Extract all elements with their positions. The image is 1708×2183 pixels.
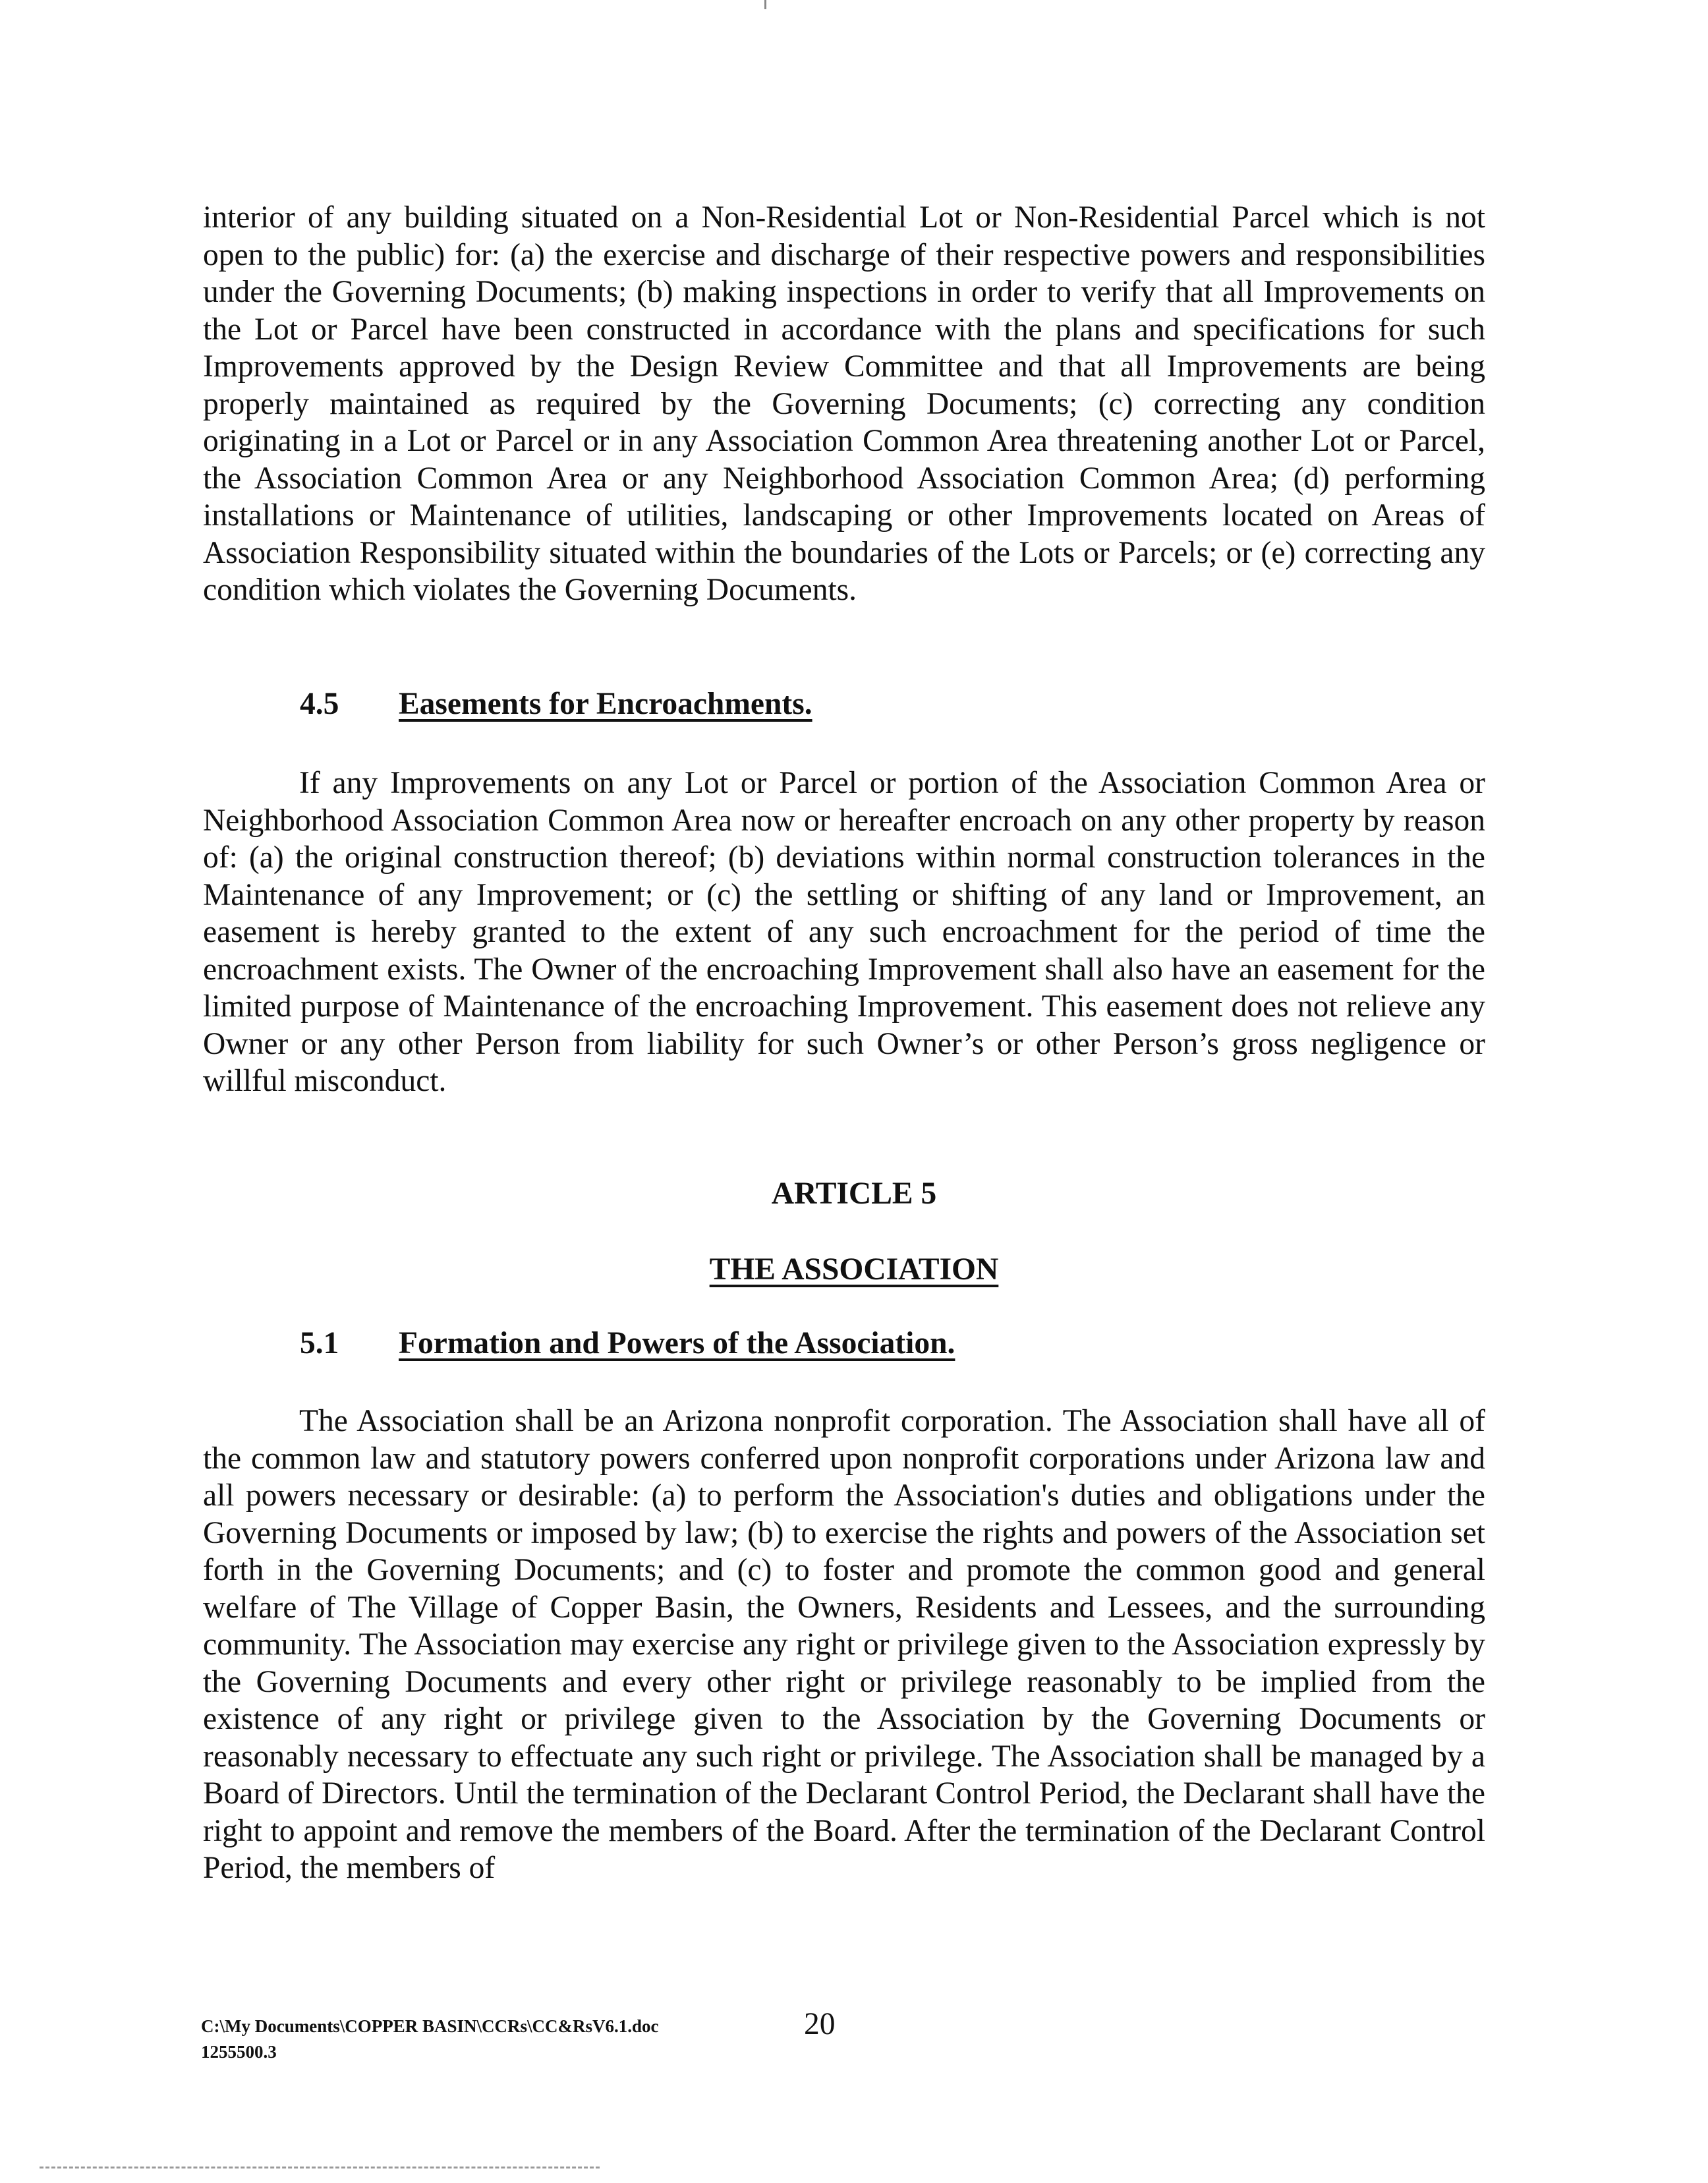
continued-paragraph-block: [203, 199, 1485, 609]
section-4-5-title: Easements for Encroachments.: [399, 687, 812, 721]
footer-document-id: 1255500.3: [201, 2042, 277, 2062]
section-5-1-title: Formation and Powers of the Association.: [399, 1326, 955, 1360]
scan-mark: [764, 0, 766, 9]
page-number: 20: [804, 2007, 836, 2041]
footer-file-path: C:\My Documents\COPPER BASIN\CCRs\CC&RsV6.1.doc: [201, 2016, 659, 2036]
section-4-5-body: If any Improvements on any Lot or Parcel or portion of the Association Common Area or Neighborhood Association Common Area now or hereafter encroach on any other property by reason of: (a) the original construction thereof; (b) deviations within normal construction tolerances in the Maintenance of any Improvement; or (c) the settling or shifting of any land or Improvement, an easement is hereby granted to the extent of any such encroachment for the period of time the encroachment exists. The Owner of the encroaching Improvement shall also have an easement for the limited purpose of Maintenance of the encroaching Improvement. This easement does not relieve any Owner or any other Person from liability for such Owner’s or other Person’s gross negligence or willful misconduct.: [203, 766, 1485, 1098]
article-title: [0, 1251, 1708, 1288]
section-5-1-body: The Association shall be an Arizona nonprofit corporation. The Association shall have all of the common law and statutory powers conferred upon nonprofit corporations under Arizona law and all powers necessary or desirable: (a) to perform the Association's duties and obligations under the Governing Documents or imposed by law; (b) to exercise the rights and powers of the Association set forth in the Governing Documents; and (c) to foster and promote the common good and general welfare of The Village of Copper Basin, the Owners, Residents and Lessees, and the surrounding community. The Association may exercise any right or privilege given to the Association expressly by the Governing Documents and every other right or privilege reasonably to be implied from the existence of any right or privilege given to the Association by the Governing Documents or reasonably necessary to effectuate any such right or privilege. The Association shall be managed by a Board of Directors. Until the termination of the Declarant Control Period, the Declarant shall have the right to appoint and remove the members of the Board. After the termination of the Declarant Control Period, the members of: [203, 1404, 1485, 1885]
scan-edge-line: [40, 2167, 600, 2168]
section-5-1-body-block: [203, 1403, 1485, 1887]
article-number: ARTICLE 5: [771, 1177, 937, 1211]
article-title-text: THE ASSOCIATION: [709, 1252, 999, 1287]
continued-paragraph: interior of any building situated on a Non-Residential Lot or Non-Residential Parcel which is not open to the public) for: (a) the exercise and discharge of their respective powers and responsibilities under the Governing Documents; (b) making inspections in order to verify that all Improvements on the Lot or Parcel have been constructed in accordance with the plans and specifications for such Improvements approved by the Design Review Committee and that all Improvements are being properly maintained as required by the Governing Documents; (c) correcting any condition originating in a Lot or Parcel or in any Association Common Area threatening another Lot or Parcel, the Association Common Area or any Neighborhood Association Common Area; (d) performing installations or Maintenance of utilities, landscaping or other Improvements located on Areas of Association Responsibility situated within the boundaries of the Lots or Parcels; or (e) correcting any condition which violates the Governing Documents.: [203, 200, 1485, 607]
section-4-5-number: 4.5: [300, 687, 339, 721]
section-4-5-body-block: [203, 765, 1485, 1100]
section-5-1-heading: [300, 1325, 955, 1362]
article-label: [0, 1175, 1708, 1212]
section-5-1-number: 5.1: [300, 1326, 339, 1360]
section-4-5-heading: [300, 685, 812, 722]
